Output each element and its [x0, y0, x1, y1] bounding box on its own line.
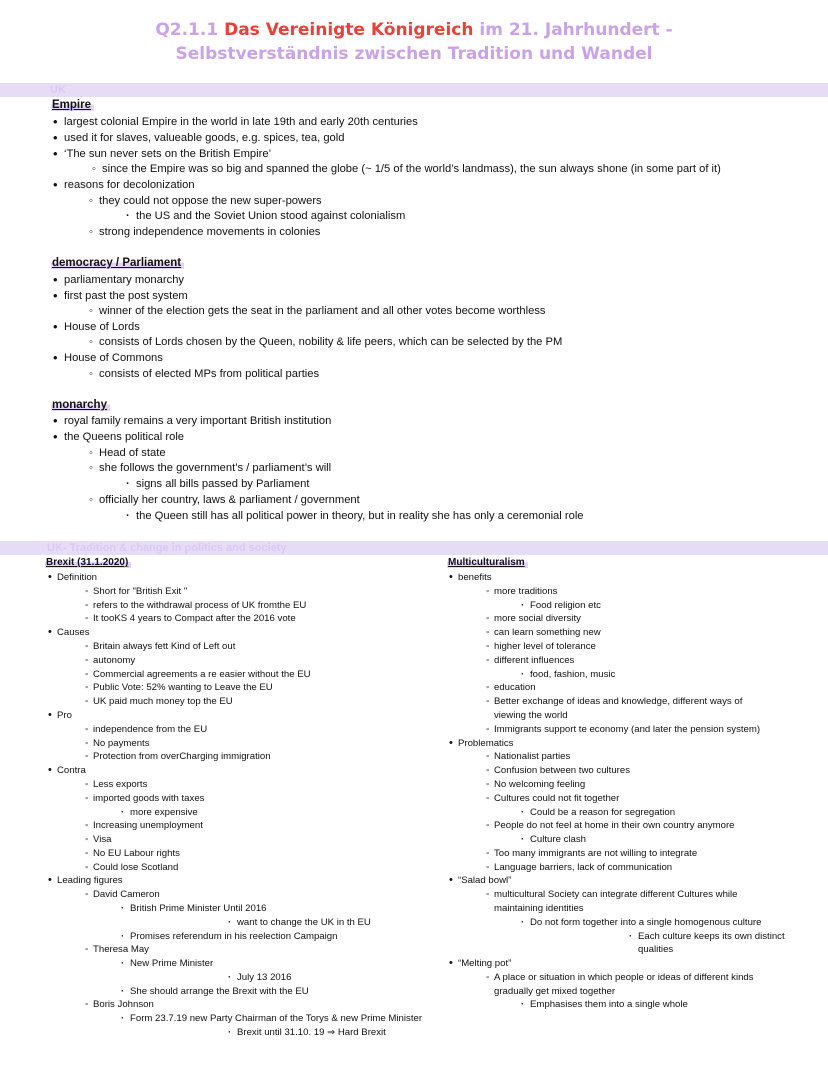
list-item: • ‘The sun never sets on the British Empire’ — [64, 147, 271, 162]
list-item: • parliamentary monarchy — [64, 273, 184, 288]
list-item: · Brexit until 31.10. 19 ⇒ Hard Brexit — [237, 1026, 386, 1039]
list-item: ◦ Theresa May — [93, 943, 149, 956]
list-item: ◦ strong independence movements in colonies — [99, 225, 320, 240]
list-item: · Promises referendum in his reelection Campaign — [130, 930, 337, 943]
list-item: · the US and the Soviet Union stood against colonialism — [136, 209, 405, 224]
section-label-tradition: UK- Tradition & change in politics and society — [47, 542, 287, 554]
list-item: ◦ Britain always fett Kind of Left out — [93, 640, 235, 653]
list-item: ◦ Better exchange of ideas and knowledge, different ways of — [494, 695, 742, 708]
list-item: ◦ It tooKS 4 years to Compact after the 2016 vote — [93, 612, 296, 625]
list-item: ◦ Boris Johnson — [93, 998, 154, 1011]
list-item: ◦ more traditions — [494, 585, 557, 598]
section-band-uk — [0, 83, 828, 97]
list-item: · Could be a reason for segregation — [530, 806, 675, 819]
list-item: • Pro — [57, 709, 72, 722]
title-line-2: Selbstverständnis zwischen Tradition und Wandel — [175, 44, 653, 64]
list-item: ◦ Short for "British Exit " — [93, 585, 187, 598]
list-item: · food, fashion, music — [530, 668, 615, 681]
list-item: • used it for slaves, valueable goods, e.g. spices, tea, gold — [64, 131, 344, 146]
list-item: ◦ Could lose Scotland — [93, 861, 178, 874]
list-item: • reasons for decolonization — [64, 178, 195, 193]
list-item: ◦ education — [494, 681, 536, 694]
list-item: ◦ Confusion between two cultures — [494, 764, 630, 777]
list-item: ◦ she follows the government’s / parliament’s will — [99, 461, 331, 476]
list-item: · Culture clash — [530, 833, 586, 846]
list-item: ◦ No EU Labour rights — [93, 847, 180, 860]
list-item: ◦ Too many immigrants are not willing to integrate — [494, 847, 697, 860]
list-item: • House of Lords — [64, 320, 140, 335]
list-item: ◦ People do not feel at home in their own country anymore — [494, 819, 735, 832]
list-item: • “Salad bowl” — [458, 874, 511, 887]
list-item: • benefits — [458, 571, 492, 584]
list-item: ◦ they could not oppose the new super-powers — [99, 194, 322, 209]
heading-empire: Empire — [51, 99, 94, 111]
page-title — [0, 18, 828, 66]
title-highlight: Das Vereinigte Königreich — [224, 20, 474, 40]
list-item: ◦ more social diversity — [494, 612, 581, 625]
list-item: maintaining identities — [494, 903, 584, 914]
list-item: • Definition — [57, 571, 97, 584]
list-item: gradually get mixed together — [494, 986, 616, 997]
list-item: ◦ Head of state — [99, 446, 166, 461]
list-item: ◦ No welcoming feeling — [494, 778, 585, 791]
heading-democracy: democracy / Parliament — [51, 257, 184, 269]
list-item: ◦ can learn something new — [494, 626, 601, 639]
list-item: · the Queen still has all political power in theory, but in reality she has only a ceremonial role — [136, 509, 584, 524]
list-item: qualities — [638, 944, 674, 955]
list-item: ◦ Public Vote: 52% wanting to Leave the EU — [93, 681, 273, 694]
list-item: · She should arrange the Brexit with the EU — [130, 985, 309, 998]
list-item: · Emphasises them into a single whole — [530, 998, 688, 1011]
list-item: ◦ Nationalist parties — [494, 750, 570, 763]
list-item: · Each culture keeps its own distinct — [638, 930, 785, 943]
title-code: Q2.1.1 — [155, 20, 219, 40]
list-item: ◦ consists of Lords chosen by the Queen, nobility & life peers, which can be selected by the PM — [99, 335, 562, 350]
list-item: ◦ Visa — [93, 833, 112, 846]
list-item: ◦ Increasing unemployment — [93, 819, 203, 832]
list-item: • Problematics — [458, 737, 513, 750]
list-item: ◦ Protection from overCharging immigration — [93, 750, 271, 763]
list-item: ◦ Immigrants support te economy (and later the pension system) — [494, 723, 760, 736]
list-item: ◦ higher level of tolerance — [494, 640, 596, 653]
list-item: viewing the world — [494, 710, 568, 721]
heading-multiculturalism: Multiculturalism — [447, 557, 528, 568]
heading-monarchy: monarchy — [51, 399, 110, 411]
list-item: • largest colonial Empire in the world in late 19th and early 20th centuries — [64, 115, 418, 130]
list-item: ◦ independence from the EU — [93, 723, 207, 736]
list-item: ◦ Language barriers, lack of communication — [494, 861, 672, 874]
list-item: · British Prime Minister Until 2016 — [130, 902, 267, 915]
list-item: ◦ Commercial agreements a re easier without the EU — [93, 668, 311, 681]
list-item: · Form 23.7.19 new Party Chairman of the Torys & new Prime Minister — [130, 1012, 422, 1025]
heading-brexit: Brexit (31.1.2020) — [45, 557, 131, 568]
list-item: · New Prime Minister — [130, 957, 213, 970]
list-item: ◦ No payments — [93, 737, 150, 750]
list-item: ◦ winner of the election gets the seat in the parliament and all other votes become worthless — [99, 304, 546, 319]
title-rest: im 21. Jahrhundert - — [479, 20, 673, 40]
list-item: • Leading figures — [57, 874, 123, 887]
list-item: · signs all bills passed by Parliament — [136, 477, 310, 492]
list-item: ◦ since the Empire was so big and spanned the globe (~ 1/5 of the world’s landmass), the sun always shone (in some part of it) — [102, 162, 721, 177]
list-item: ◦ imported goods with taxes — [93, 792, 204, 805]
list-item: ◦ consists of elected MPs from political parties — [99, 367, 319, 382]
list-item: • the Queens political role — [64, 430, 184, 445]
list-item: ◦ UK paid much money top the EU — [93, 695, 233, 708]
list-item: ◦ autonomy — [93, 654, 135, 667]
list-item: • royal family remains a very important British institution — [64, 414, 331, 429]
list-item: • first past the post system — [64, 289, 188, 304]
title-line-1 — [0, 18, 828, 42]
list-item: · Food religion etc — [530, 599, 601, 612]
section-label-uk: UK — [50, 84, 66, 96]
list-item: · Do not form together into a single homogenous culture — [530, 916, 761, 929]
list-item: ◦ refers to the withdrawal process of UK fromthe EU — [93, 599, 306, 612]
list-item: • House of Commons — [64, 351, 163, 366]
list-item: ◦ officially her country, laws & parliament / government — [99, 493, 360, 508]
list-item: ◦ different influences — [494, 654, 574, 667]
list-item: ◦ Cultures could not fit together — [494, 792, 619, 805]
list-item: ◦ David Cameron — [93, 888, 160, 901]
list-item: · want to change the UK in th EU — [237, 916, 371, 929]
list-item: ◦ Less exports — [93, 778, 147, 791]
list-item: ◦ multicultural Society can integrate different Cultures while — [494, 888, 738, 901]
list-item: • “Melting pot” — [458, 957, 511, 970]
list-item: · July 13 2016 — [237, 971, 291, 984]
list-item: • Contra — [57, 764, 86, 777]
list-item: · more expensive — [130, 806, 198, 819]
list-item: ◦ A place or situation in which people or ideas of different kinds — [494, 971, 754, 984]
list-item: • Causes — [57, 626, 90, 639]
